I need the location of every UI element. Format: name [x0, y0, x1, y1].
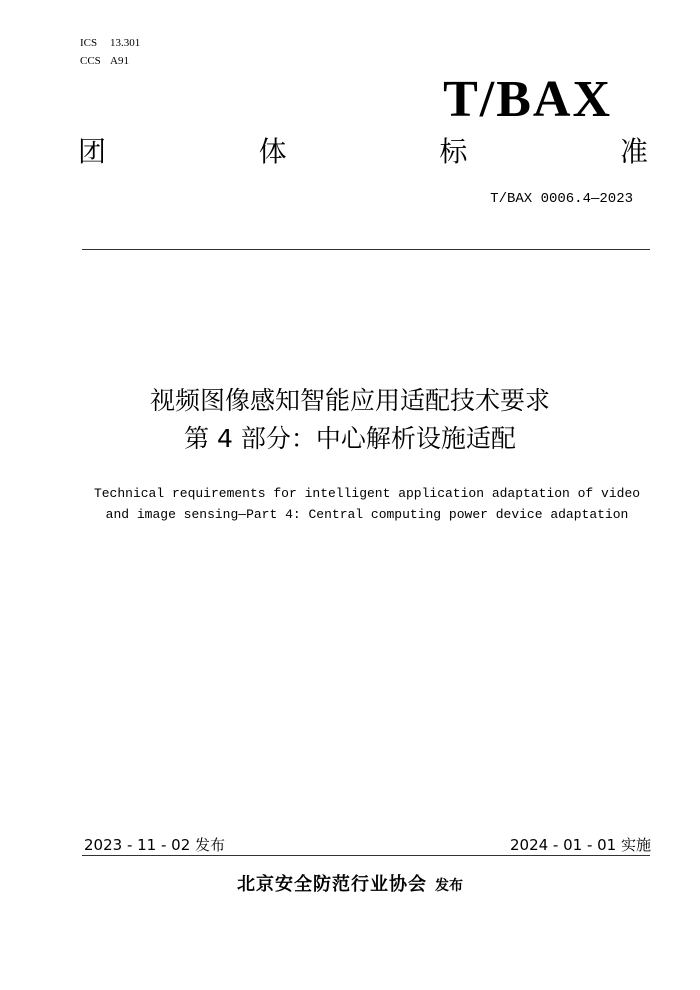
standard-logo: T/BAX: [443, 71, 612, 128]
ics-value: 13.301: [110, 37, 141, 49]
ics-label: ICS: [80, 37, 98, 49]
standard-type-char: 准: [619, 135, 648, 168]
release-date: 2023 - 11 - 02 发布: [84, 836, 226, 854]
chinese-title-line-2: 第 4 部分：中心解析设施适配: [184, 424, 516, 453]
english-title-line-1: Technical requirements for intelligent application adaptation of video: [93, 486, 641, 501]
bottom-divider: [82, 855, 650, 856]
publisher-name: 北京安全防范行业协会: [237, 874, 427, 895]
ccs-value: A91: [110, 55, 129, 67]
standard-type-char: 团: [78, 135, 107, 168]
standard-number: T/BAX 0006.4—2023: [490, 191, 633, 207]
standard-type-heading: [78, 132, 648, 172]
chinese-title-line-1: 视频图像感知智能应用适配技术要求: [149, 386, 550, 415]
ics-code: [80, 34, 140, 52]
implementation-date: 2024 - 01 - 01 实施: [509, 836, 651, 854]
standard-type-char: 标: [439, 135, 468, 168]
publisher-line: [0, 870, 700, 896]
ccs-label: CCS: [80, 55, 101, 67]
standard-type-char: 体: [258, 135, 287, 168]
top-divider: [82, 249, 650, 250]
english-title: [0, 483, 700, 525]
chinese-title: [0, 382, 700, 458]
english-title-line-2: and image sensing—Part 4: Central computing power device adaptation: [105, 507, 629, 522]
dates-row: [84, 834, 651, 855]
classification-codes: [80, 34, 140, 70]
publish-label: 发布: [435, 878, 463, 894]
ccs-code: [80, 52, 140, 70]
